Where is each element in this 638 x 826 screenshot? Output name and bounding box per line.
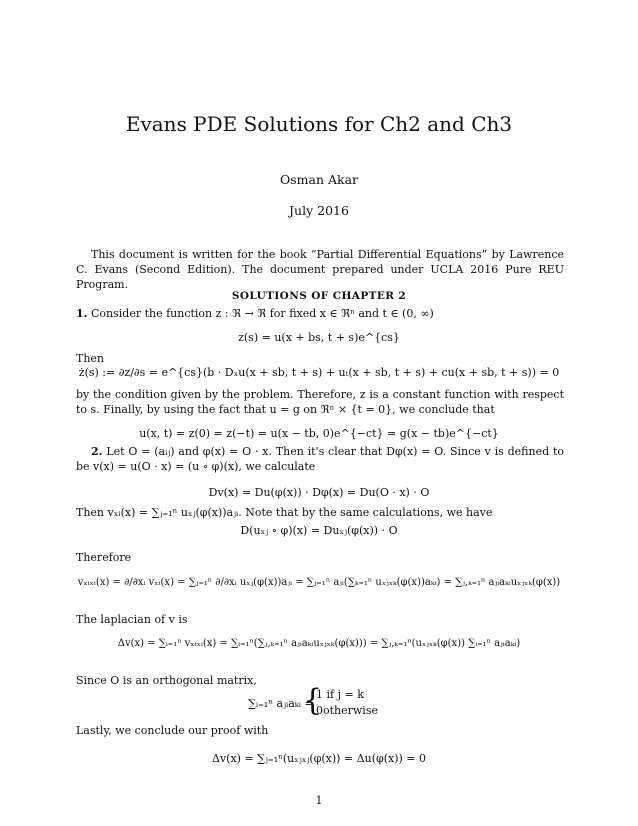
problem-1-intro	[76, 306, 564, 321]
problem-1-intro-text: Consider the function z : ℜ → ℜ for fixed x ∈ ℜⁿ and t ∈ (0, ∞)	[90, 307, 434, 320]
page-number: 1	[315, 794, 323, 807]
equation-2-5-case-1: 1 if j = k	[316, 688, 364, 701]
problem-2-number: 2.	[91, 445, 103, 458]
problem-2-laplacian-intro: The laplacian of v is	[76, 613, 188, 626]
equation-1-1: z(s) = u(x + bs, t + s)e^{cs}	[238, 331, 400, 344]
section-heading: SOLUTIONS OF CHAPTER 2	[231, 290, 407, 302]
problem-2-then-line: Then vₓᵢ(x) = ∑ⱼ₌₁ⁿ uₓⱼ(φ(x))aⱼᵢ. Note that by the same calculations, we have	[76, 506, 493, 519]
problem-2-therefore: Therefore	[76, 551, 132, 564]
document-date: July 2016	[289, 203, 349, 218]
problem-2-intro-text: Let O = (aᵢⱼ) and φ(x) = O · x. Then it's clear that Dφ(x) = O. Since v is defined to be v(x) = u(O · x) = (u ∘ φ)(x), we calculate	[76, 445, 565, 473]
equation-2-5-case-2: 0otherwise	[316, 704, 378, 717]
problem-1-paragraph: by the condition given by the problem. Therefore, z is a constant function with respect to s. Finally, by using the fact that u = g on ℜⁿ × {t = 0}, we conclude that	[76, 388, 564, 416]
equation-2-4: Δv(x) = ∑ᵢ₌₁ⁿ vₓᵢₓᵢ(x) = ∑ᵢ₌₁ⁿ(∑ⱼ,ₖ₌₁ⁿ aⱼᵢaₖᵢuₓⱼₓₖ(φ(x))) = ∑ⱼ,ₖ₌₁ⁿ(uₓⱼₓₖ(φ(x)) ∑ᵢ₌₁ⁿ aⱼᵢaₖᵢ)	[117, 638, 521, 649]
equation-2-5-lhs: ∑ᵢ₌₁ⁿ aⱼᵢaₖᵢ =	[248, 697, 314, 710]
author-name: Osman Akar	[279, 172, 359, 187]
problem-1-number: 1.	[76, 307, 88, 320]
document-title: Evans PDE Solutions for Ch2 and Ch3	[125, 112, 513, 136]
equation-1-3: u(x, t) = z(0) = z(−t) = u(x − tb, 0)e^{−ct} = g(x − tb)e^{−ct}	[139, 427, 499, 440]
equation-1-2: ż(s) := ∂z/∂s = e^{cs}(b · Dₓu(x + sb, t + s) + uₜ(x + sb, t + s) + cu(x + sb, t + s)) = 0	[78, 366, 560, 379]
cases-brace: {	[303, 683, 323, 718]
problem-1-then: Then	[76, 352, 105, 365]
problem-2-lastly: Lastly, we conclude our proof with	[76, 724, 269, 737]
equation-2-1: Dv(x) = Du(φ(x)) · Dφ(x) = Du(O · x) · O	[208, 486, 430, 499]
abstract-paragraph: This document is written for the book ”Partial Differential Equations” by Lawrence C. Evans (Second Edition). The document prepared under UCLA 2016 Pure REU Program.	[76, 248, 564, 291]
equation-2-2: D(uₓⱼ ∘ φ)(x) = Duₓⱼ(φ(x)) · O	[240, 524, 398, 537]
problem-2-orthogonal-intro: Since O is an orthogonal matrix,	[76, 674, 257, 687]
equation-2-3: vₓᵢₓᵢ(x) = ∂/∂xᵢ vₓᵢ(x) = ∑ⱼ₌₁ⁿ ∂/∂xᵢ uₓⱼ(φ(x))aⱼᵢ = ∑ⱼ₌₁ⁿ aⱼᵢ(∑ₖ₌₁ⁿ uₓⱼₓₖ(φ(x))aₖᵢ) = ∑ⱼ,ₖ₌₁ⁿ aⱼᵢaₖᵢuₓⱼₓₖ(φ(x))	[77, 577, 561, 588]
equation-2-6: Δv(x) = ∑ⱼ₌₁ⁿ(uₓⱼₓⱼ(φ(x)) = Δu(φ(x)) = 0	[212, 752, 426, 765]
problem-2-intro	[76, 444, 564, 474]
